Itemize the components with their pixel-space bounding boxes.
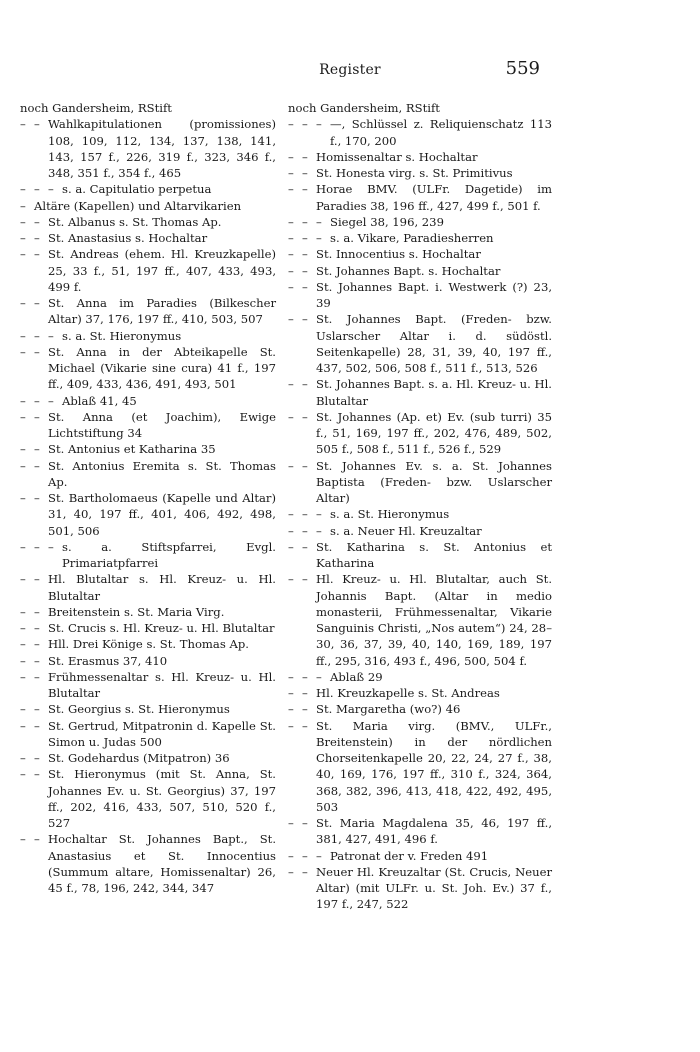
level-dashes: – – – [288,117,322,132]
index-entry [20,539,276,572]
index-entry [20,230,276,246]
index-entry [20,831,276,896]
index-entry [20,750,276,766]
index-entry [288,165,552,181]
index-entry [288,149,552,165]
index-entry [288,669,552,685]
entry-text: Frühmessenaltar s. Hl. Kreuz- u. Hl. Blutaltar [48,669,276,700]
index-entry [20,669,276,702]
level-dashes: – – [288,539,308,554]
right-column [288,100,552,913]
index-entry [20,344,276,393]
entry-text: Horae BMV. (ULFr. Dagetide) im Paradies 38, 196 ff., 427, 499 f., 501 f. [316,182,552,213]
level-dashes: – – – [288,848,322,863]
index-entry [20,620,276,636]
entry-text: s. a. St. Hieronymus [330,507,450,522]
index-entry [288,376,552,409]
index-entry [288,539,552,572]
index-entry [288,848,552,864]
entry-text: St. Maria virg. (BMV., ULFr., Breitenstein) in der nördlichen Chorseitenkapelle 20, 22, 24, 27 f., 38, 40, 169, 176, 197 ff., 310 f., 324, 364, 368, 382, 396, 413, 418, 422, 492, 495, 503 [316,718,552,814]
level-dashes: – – [20,458,40,473]
level-dashes: – – [20,832,40,847]
level-dashes: – – [288,572,308,587]
level-dashes: – – – [288,214,322,229]
entry-text: St. Erasmus 37, 410 [48,653,168,668]
entry-text: St. Johannes Bapt. i. Westwerk (?) 23, 39 [316,279,552,310]
index-entry [20,604,276,620]
entry-text: St. Johannes Ev. s. a. St. Johannes Baptista (Freden- bzw. Uslarscher Altar) [316,458,552,505]
entry-text: —, Schlüssel z. Reliquienschatz 113 f., 170, 200 [330,117,552,148]
entry-text: St. Innocentius s. Hochaltar [316,247,481,262]
index-entry [20,409,276,442]
level-dashes: – [20,198,26,213]
index-entry [20,116,276,181]
index-entry [20,393,276,409]
index-entry [20,198,276,214]
entry-text: Patronat der v. Freden 491 [330,848,489,863]
level-dashes: – – [20,637,40,652]
level-dashes: – – [20,653,40,668]
entry-text: St. Maria Magdalena 35, 46, 197 ff., 381, 427, 491, 496 f. [316,816,552,847]
level-dashes: – – [20,751,40,765]
index-entry [288,685,552,701]
level-dashes: – – [288,816,308,830]
running-head: Register [319,62,381,78]
entry-text: St. Anna im Paradies (Bilkescher Altar) 37, 176, 197 ff., 410, 503, 507 [48,296,276,327]
entry-text: Siegel 38, 196, 239 [330,214,444,229]
entry-text: Breitenstein s. St. Maria Virg. [48,604,225,619]
entry-text: s. a. St. Hieronymus [62,328,182,343]
column-heading: noch Gandersheim, RStift [20,101,172,115]
level-dashes: – – [20,296,40,310]
index-entry [288,701,552,717]
entry-text: Ablaß 41, 45 [62,393,137,408]
entry-text: St. Antonius Eremita s. St. Thomas Ap. [48,458,276,489]
index-entry [288,409,552,458]
entry-text: St. Bartholomaeus (Kapelle und Altar) 31, 40, 197 ff., 401, 406, 492, 498, 501, 506 [48,491,276,538]
entry-text: St. Anastasius s. Hochaltar [48,231,208,245]
entry-text: s. a. Vikare, Paradiesherren [330,231,494,245]
level-dashes: – – [288,702,308,717]
entry-text: Hochaltar St. Johannes Bapt., St. Anastasius et St. Innocentius (Summum altare, Homissenaltar) 26, 45 f., 78, 196, 242, 344, 347 [48,832,276,895]
entry-text: St. Godehardus (Mitpatron) 36 [48,751,230,765]
entry-text: St. Anna (et Joachim), Ewige Lichtstiftung 34 [48,409,276,440]
level-dashes: – – [20,767,40,782]
entry-text: St. Antonius et Katharina 35 [48,442,216,457]
index-entry [288,279,552,312]
entry-text: Homissenaltar s. Hochaltar [316,149,478,164]
level-dashes: – – [288,377,308,392]
entry-text: Altäre (Kapellen) und Altarvikarien [34,198,242,213]
index-entry [20,328,276,344]
level-dashes: – – [288,409,308,424]
entry-text: St. Gertrud, Mitpatronin d. Kapelle St. Simon u. Judas 500 [48,718,276,749]
index-entry [288,864,552,913]
entry-text: St. Crucis s. Hl. Kreuz- u. Hl. Blutaltar [48,621,275,635]
entry-text: St. Johannes (Ap. et) Ev. (sub turri) 35 f., 51, 169, 197 ff., 202, 476, 489, 502, 505 f., 508 f., 511 f., 526 f., 529 [316,409,552,457]
index-entry [20,653,276,669]
entry-text: St. Margaretha (wo?) 46 [316,702,461,717]
index-entry [20,701,276,717]
level-dashes: – – [288,182,308,197]
index-entry [288,263,552,279]
level-dashes: – – [288,686,308,700]
index-entry [288,506,552,522]
entry-text: Ablaß 29 [330,669,383,684]
entry-text: Hl. Kreuz- u. Hl. Blutaltar, auch St. Johannis Bapt. (Altar in medio monasterii, Frühmessenaltar, Vikarie Sanguinis Christi, „Nos autem“) 24, 28–30, 36, 37, 39, 40, 140, 169, 189, 197 ff., 295, 316, 493 f., 496, 500, 504 f. [316,572,552,668]
entry-text: Hll. Drei Könige s. St. Thomas Ap. [48,637,249,652]
page-header [0,58,700,88]
level-dashes: – – – [20,182,54,197]
level-dashes: – – [20,409,40,424]
entry-text: Neuer Hl. Kreuzaltar (St. Crucis, Neuer Altar) (mit ULFr. u. St. Joh. Ev.) 37 f., 197 f., 247, 522 [316,864,552,912]
entry-text: St. Johannes Bapt. (Freden- bzw. Uslarscher Altar i. d. südöstl. Seitenkapelle) 28, 31, 39, 40, 197 ff., 437, 502, 506, 508 f., 511 f., 513, 526 [316,312,552,375]
index-entry [288,230,552,246]
entry-text: St. Albanus s. St. Thomas Ap. [48,214,222,229]
entry-text: St. Andreas (ehem. Hl. Kreuzkapelle) 25, 33 f., 51, 197 ff., 407, 433, 493, 499 f. [48,247,276,294]
entry-text: Hl. Kreuzkapelle s. St. Andreas [316,686,500,700]
level-dashes: – – [288,864,308,879]
level-dashes: – – [20,214,40,229]
level-dashes: – – [20,491,40,505]
level-dashes: – – [20,442,40,457]
index-entry [20,441,276,457]
level-dashes: – – [288,247,308,262]
entry-text: Hl. Blutaltar s. Hl. Kreuz- u. Hl. Blutaltar [48,572,276,603]
level-dashes: – – [288,718,308,733]
index-entry [20,718,276,751]
index-entry [288,311,552,376]
level-dashes: – – [288,166,308,180]
entry-text: s. a. Stiftspfarrei, Evgl. Primariatpfarrei [62,539,276,570]
index-entry [288,571,552,669]
level-dashes: – – – [288,523,322,538]
entry-text: s. a. Neuer Hl. Kreuzaltar [330,523,482,538]
level-dashes: – – [20,702,40,717]
level-dashes: – – – [288,669,322,684]
level-dashes: – – [288,149,308,164]
index-entry [288,718,552,816]
index-entry [20,246,276,295]
index-entry [20,636,276,652]
index-entry [288,246,552,262]
level-dashes: – – [20,247,40,262]
level-dashes: – – [20,669,40,684]
level-dashes: – – [20,621,40,635]
entry-text: Wahlkapitulationen (promissiones) 108, 109, 112, 134, 137, 138, 141, 143, 157 f., 226, 319 f., 323, 346 f., 348, 351 f., 354 f., 465 [48,117,276,180]
index-entry [288,181,552,214]
index-entry [20,571,276,604]
level-dashes: – – [288,458,308,473]
page-number: 559 [505,58,540,79]
index-entry [20,295,276,328]
level-dashes: – – [20,604,40,619]
level-dashes: – – [20,718,40,733]
entry-text: St. Johannes Bapt. s. a. Hl. Kreuz- u. Hl. Blutaltar [316,377,552,408]
left-column [20,100,276,896]
level-dashes: – – [288,312,308,327]
entry-text: St. Johannes Bapt. s. Hochaltar [316,263,501,278]
entry-text: s. a. Capitulatio perpetua [62,182,212,197]
index-entry [20,490,276,539]
column-heading: noch Gandersheim, RStift [288,101,440,115]
index-entry [20,214,276,230]
level-dashes: – – [288,263,308,278]
index-entry [20,181,276,197]
index-entry [20,458,276,491]
level-dashes: – – – [288,231,322,245]
level-dashes: – – [20,344,40,359]
entry-text: St. Honesta virg. s. St. Primitivus [316,166,513,180]
entry-text: St. Hieronymus (mit St. Anna, St. Johannes Ev. u. St. Georgius) 37, 197 ff., 202, 416, 433, 507, 510, 520 f., 527 [48,767,276,830]
level-dashes: – – [20,117,40,132]
entry-text: St. Georgius s. St. Hieronymus [48,702,230,717]
entry-text: St. Katharina s. St. Antonius et Katharina [316,539,552,570]
index-entry [288,458,552,507]
level-dashes: – – – [20,539,54,554]
index-entry [288,523,552,539]
index-entry [288,815,552,848]
level-dashes: – – – [288,507,322,522]
level-dashes: – – [288,279,308,294]
level-dashes: – – [20,572,40,587]
index-entry [288,116,552,149]
level-dashes: – – – [20,328,54,343]
level-dashes: – – – [20,393,54,408]
index-entry [20,766,276,831]
entry-text: St. Anna in der Abteikapelle St. Michael (Vikarie sine cura) 41 f., 197 ff., 409, 433, 436, 491, 493, 501 [48,344,276,392]
index-entry [288,214,552,230]
level-dashes: – – [20,231,40,245]
